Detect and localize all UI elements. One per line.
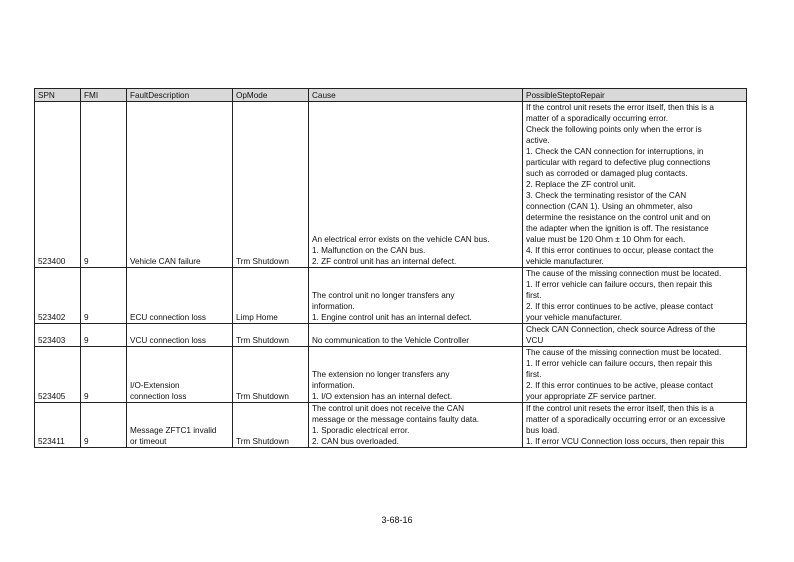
spn-cell: 523411 [35,403,81,448]
cause-cell-line: 2. ZF control unit has an internal defect. [312,257,457,266]
repair-cell [523,102,747,268]
repair-cell-line: If the control unit resets the error itself, then this is a [526,404,714,413]
repair-cell-line: 2. Replace the ZF control unit. [526,180,636,189]
fmi-cell: 9 [81,403,127,448]
repair-cell-line: first. [526,291,542,300]
table-row [35,102,747,268]
fmi-cell: 9 [81,268,127,324]
repair-cell-line: The cause of the missing connection must be located. [526,348,722,357]
header-cause: Cause [309,89,523,102]
repair-cell-line: connection (CAN 1). Using an ohmmeter, also [526,202,693,211]
repair-cell-line: VCU [526,336,544,345]
repair-cell-line: 1. Check the CAN connection for interruptions, in [526,147,704,156]
repair-cell-line: value must be 120 Ohm ± 10 Ohm for each. [526,235,686,244]
opmode-cell: Trm Shutdown [233,347,309,403]
cause-cell-line: information. [312,381,355,390]
repair-cell-line: 1. If error VCU Connection loss occurs, then repair this [526,437,725,446]
fmi-cell: 9 [81,102,127,268]
cause-cell-line: The control unit no longer transfers any [312,291,455,300]
fault-description-cell [127,102,233,268]
fault-description-cell [127,347,233,403]
fault-code-sheet [34,88,746,448]
repair-cell-line: Check CAN Connection, check source Adress of the [526,325,716,334]
cause-cell-line: 2. CAN bus overloaded. [312,437,399,446]
spn-cell: 523403 [35,324,81,347]
repair-cell-line: Check the following points only when the error is [526,125,702,134]
spn-cell: 523402 [35,268,81,324]
repair-cell [523,324,747,347]
repair-cell [523,403,747,448]
repair-cell-line: 2. If this error continues to be active, please contact [526,302,714,311]
repair-cell-line: 1. If error vehicle can failure occurs, then repair this [526,280,713,289]
repair-cell [523,268,747,324]
fault-description-cell-line: Message ZFTC1 invalid [130,426,217,435]
repair-cell-line: 1. If error vehicle can failure occurs, then repair this [526,359,713,368]
fault-description-cell-line: ECU connection loss [130,313,206,322]
opmode-cell: Trm Shutdown [233,403,309,448]
repair-cell-line: 4. If this error continues to occur, please contact the [526,246,714,255]
repair-cell-line: matter of a sporadically occurring error or an excessive [526,415,726,424]
table-row [35,347,747,403]
cause-cell-line: information. [312,302,355,311]
repair-cell-line: bus load. [526,426,560,435]
repair-cell-line: first. [526,370,542,379]
spn-cell: 523400 [35,102,81,268]
fault-code-table [34,88,747,448]
cause-cell-line: 1. I/O extension has an internal defect. [312,392,453,401]
repair-cell-line: vehicle manufacturer. [526,257,604,266]
repair-cell-line: your appropriate ZF service partner. [526,392,657,401]
table-body [35,102,747,448]
table-row [35,403,747,448]
repair-cell-line: the adapter when the ignition is off. The resistance [526,224,709,233]
cause-cell-line: An electrical error exists on the vehicle CAN bus. [312,235,490,244]
fault-description-cell-line: VCU connection loss [130,336,206,345]
table-row [35,324,747,347]
repair-cell-line: determine the resistance on the control unit and on [526,213,711,222]
cause-cell [309,347,523,403]
cause-cell [309,268,523,324]
table-header [35,89,747,102]
header-spn: SPN [35,89,81,102]
repair-cell-line: particular with regard to defective plug connections [526,158,711,167]
cause-cell-line: message or the message contains faulty data. [312,415,480,424]
repair-cell-line: If the control unit resets the error itself, then this is a [526,103,714,112]
fault-description-cell-line: Vehicle CAN failure [130,257,201,266]
spn-cell: 523405 [35,347,81,403]
header-possible-step-to-repair: PossibleSteptoRepair [523,89,747,102]
fault-description-cell-line: I/O-Extension [130,381,180,390]
page-number: 3-68-16 [381,515,413,525]
repair-cell-line: such as corroded or damaged plug contacts. [526,169,688,178]
header-fault-description: FaultDescription [127,89,233,102]
opmode-cell: Trm Shutdown [233,324,309,347]
cause-cell-line: The extension no longer transfers any [312,370,450,379]
cause-cell-line: 1. Engine control unit has an internal defect. [312,313,472,322]
fault-description-cell-line: or timeout [130,437,167,446]
repair-cell-line: 2. If this error continues to be active, please contact [526,381,714,390]
fault-description-cell-line: connection loss [130,392,187,401]
header-fmi: FMI [81,89,127,102]
fault-description-cell [127,268,233,324]
header-opmode: OpMode [233,89,309,102]
fmi-cell: 9 [81,324,127,347]
repair-cell-line: active. [526,136,550,145]
cause-cell-line: 1. Malfunction on the CAN bus. [312,246,426,255]
fmi-cell: 9 [81,347,127,403]
repair-cell-line: your vehicle manufacturer. [526,313,623,322]
fault-description-cell [127,403,233,448]
cause-cell [309,324,523,347]
repair-cell-line: The cause of the missing connection must be located. [526,269,722,278]
table-row [35,268,747,324]
cause-cell-line: 1. Sporadic electrical error. [312,426,410,435]
repair-cell-line: matter of a sporadically occurring error. [526,114,668,123]
opmode-cell: Trm Shutdown [233,102,309,268]
cause-cell-line: No communication to the Vehicle Controller [312,336,470,345]
cause-cell [309,102,523,268]
cause-cell-line: The control unit does not receive the CAN [312,404,465,413]
repair-cell [523,347,747,403]
repair-cell-line: 3. Check the terminating resistor of the CAN [526,191,687,200]
opmode-cell: Limp Home [233,268,309,324]
fault-description-cell [127,324,233,347]
cause-cell [309,403,523,448]
